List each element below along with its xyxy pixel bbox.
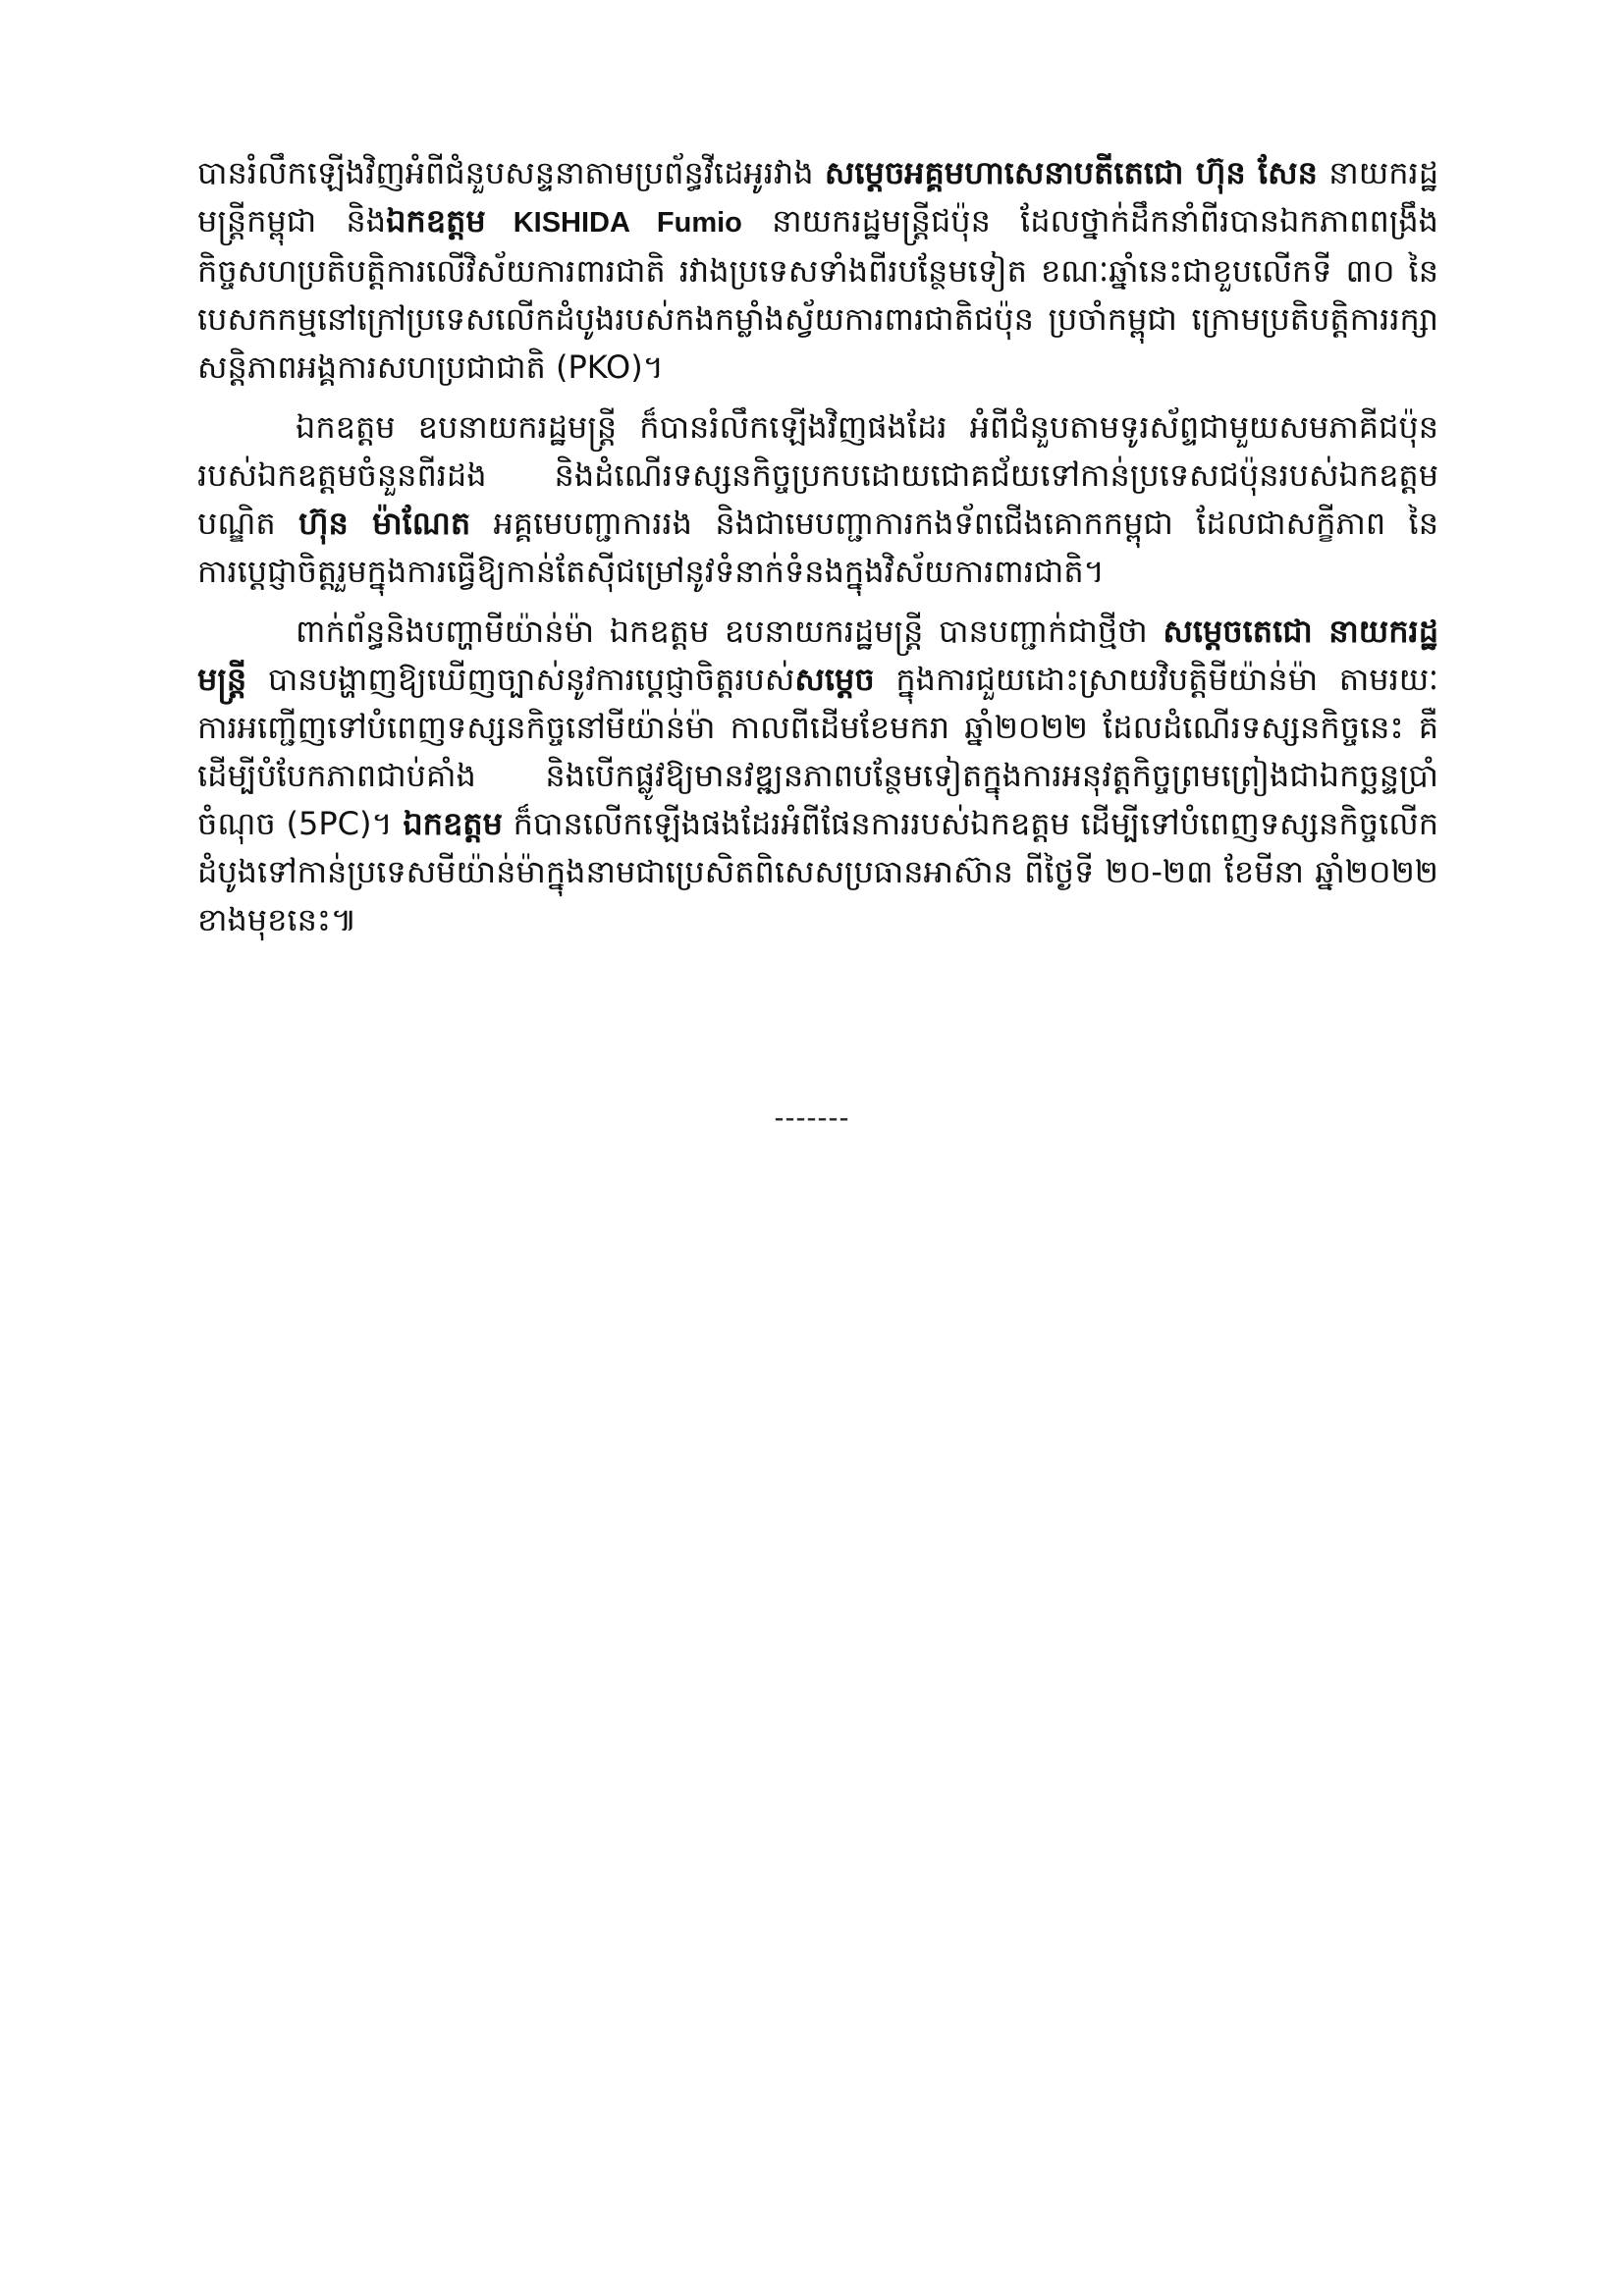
section-separator: -------	[774, 1101, 850, 1134]
paragraph-3-bold-a: សម្តេចតេជោ នាយករដ្ឋមន្ត្រី	[197, 613, 1439, 698]
paragraph-2	[197, 403, 1438, 596]
paragraph-1	[197, 149, 1438, 392]
paragraph-3-bold-c: ឯកឧត្តម	[403, 805, 503, 842]
paragraph-3-text-d: ក៏បានលើកឡើងផងដែរអំពីផែនការរបស់ឯកឧត្តម ដើម្បីទៅបំពេញទស្សនកិច្ចលើកដំបូងទៅកាន់ប្រទេសមីយ៉ាន់ម៉ាក្នុងនាមជាប្រេសិតពិសេសប្រធានអាស៊ាន ពីថ្ងៃទី ២០-២៣ ខែមីនា ឆ្នាំ២០២២ ខាងមុខនេះ៕	[197, 805, 1438, 938]
paragraph-1-text-b: នាយករដ្ឋមន្ត្រីកម្ពុជា និង	[197, 154, 1438, 240]
paragraph-1-latin-name: KISHIDA Fumio	[485, 207, 742, 239]
paragraph-3-text-a: ពាក់ព័ន្ធនិងបញ្ហាមីយ៉ាន់ម៉ា ឯកឧត្តម ឧបនាយករដ្ឋមន្ត្រី បានបញ្ជាក់ជាថ្មីថា	[296, 613, 1164, 650]
paragraph-3-bold-b: សម្តេច	[794, 661, 875, 698]
paragraph-2-text-a: ឯកឧត្តម ឧបនាយករដ្ឋមន្ត្រី ក៏បានរំលឹកឡើងវិញផងដែរ អំពីជំនួបតាមទូរស័ព្ទជាមួយសមភាគីជប៉ុនរបស់ឯកឧត្តមចំនួនពីរដង និងដំណើរទស្សនកិច្ចប្រកបដោយជោគជ័យទៅកាន់ប្រទេសជប៉ុនរបស់ឯកឧត្តម បណ្ឌិត	[197, 408, 1438, 542]
paragraph-3	[197, 608, 1438, 944]
paragraph-3-text-c: ក្នុងការជួយដោះស្រាយវិបត្តិមីយ៉ាន់ម៉ា តាមរយៈការអញ្ជើញទៅបំពេញទស្សនកិច្ចនៅមីយ៉ាន់ម៉ា កាលពីដើមខែមករា ឆ្នាំ២០២២ ដែលដំណើរទស្សនកិច្ចនេះ គឺដើម្បីបំបែកភាពជាប់គាំង និងបើកផ្លូវឱ្យមានវឌ្ឍនភាពបន្ថែមទៀតក្នុងការអនុវត្តកិច្ចព្រមព្រៀងជាឯកច្ឆន្ទប្រាំចំណុច (5PC)។	[197, 661, 1438, 842]
paragraph-1-text-c: នាយករដ្ឋមន្ត្រីជប៉ុន ដែលថ្នាក់ដឹកនាំពីរបានឯកភាពពង្រឹងកិច្ចសហប្រតិបត្តិការលើវិស័យការពារជាតិ រវាងប្រទេសទាំងពីរបន្ថែមទៀត ខណៈឆ្នាំនេះជាខួបលើកទី ៣០ នៃបេសកកម្មនៅក្រៅប្រទេសលើកដំបូងរបស់កងកម្លាំងស្វ័យការពារជាតិជប៉ុន ប្រចាំកម្ពុជា ក្រោមប្រតិបត្តិការរក្សាសន្តិភាពអង្គការសហប្រជាជាតិ (PKO)។	[197, 202, 1438, 386]
document-body	[197, 149, 1438, 956]
paragraph-1-bold-b: ឯកឧត្តម	[386, 202, 486, 240]
paragraph-2-bold-a: ហ៊ុន ម៉ាណែត	[298, 505, 471, 542]
paragraph-3-text-b: បានបង្ហាញឱ្យឃើញច្បាស់នូវការប្តេជ្ញាចិត្តរបស់	[246, 661, 795, 698]
paragraph-2-text-b: អគ្គមេបញ្ជាការរង និងជាមេបញ្ជាការកងទ័ពជើងគោកកម្ពុជា ដែលជាសក្ខីភាព នៃការប្តេជ្ញាចិត្តរួមក្នុងការធ្វើឱ្យកាន់តែស៊ីជម្រៅនូវទំនាក់ទំនងក្នុងវិស័យការពារជាតិ។	[197, 505, 1438, 590]
paragraph-1-bold-a: សម្តេចអគ្គមហាសេនាបតីតេជោ ហ៊ុន សែន	[824, 154, 1318, 191]
paragraph-1-text-a: បានរំលឹកឡើងវិញអំពីជំនួបសន្ទនាតាមប្រព័ន្ធវីដេអូរវាង	[197, 154, 825, 191]
